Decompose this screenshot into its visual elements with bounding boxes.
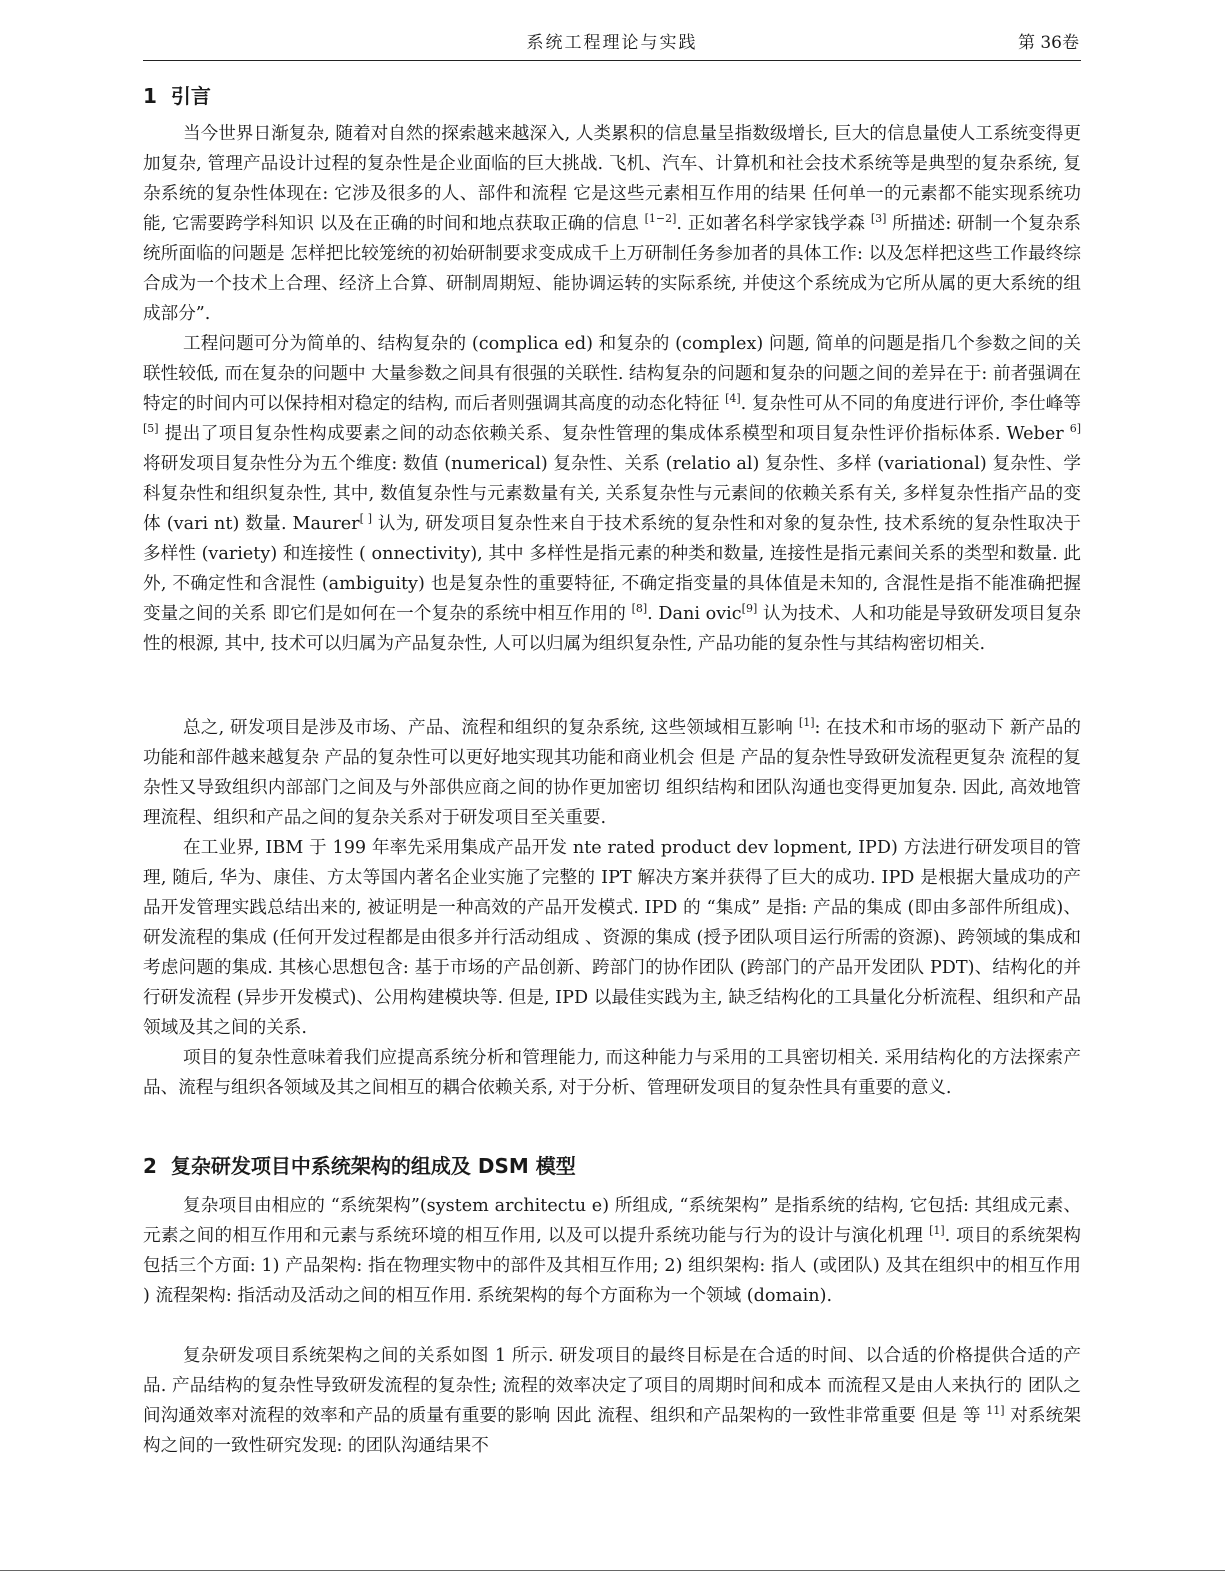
section-number: 2 bbox=[143, 1154, 157, 1178]
paragraph-text: 项目的复杂性意味着我们应提高系统分析和管理能力, 而这种能力与采用的工具密切相关. 采用结构化的方法探索产品、流程与组织各领域及其之间相互的耦合依赖关系, 对于分析、管理研发项目的复杂性具有重要的意义. bbox=[143, 1048, 1081, 1098]
section-heading-2 bbox=[143, 1150, 576, 1179]
paragraph-text: 将研发项目复杂性分为五个维度: 数值 (numerical) 复杂性、关系 (relatio al) 复杂性、多样 (variational) 复杂性、学科复杂性和组织复杂性, 其中, 数值复杂性与元素数量有关, 关系复杂性与元素间的依赖关系有关, 多样复杂性指产品的变体 (vari nt) 数量. Maurer bbox=[143, 454, 1081, 534]
paragraph bbox=[143, 1043, 1081, 1103]
section-number: 1 bbox=[143, 84, 157, 108]
section-title: 引言 bbox=[170, 84, 211, 108]
citation-ref: [5] bbox=[143, 422, 159, 435]
citation-ref: [ ] bbox=[359, 512, 372, 525]
paragraph-text: . 正如著名科学家钱学森 bbox=[676, 214, 871, 234]
paragraph bbox=[143, 713, 1081, 833]
paragraph-text: 认为技术、人和功能是导致研发项目复杂性的根源, 其中, 技术可以归属为产品复杂性, 人可以归属为组织复杂性, 产品功能的复杂性与其结构密切相关. bbox=[143, 604, 1081, 654]
paragraph-text: 工程问题可分为简单的、结构复杂的 (complica ed) 和复杂的 (complex) 问题, 简单的问题是指几个参数之间的关联性较低, 而在复杂的问题中 大量参数之间具有很强的关联性. 结构复杂的问题和复杂的问题之间的差异在于: 前者强调在特定的时间内可以保持相对稳定的结构, 而后者则强调其高度的动态化特征 bbox=[143, 334, 1081, 414]
paragraph bbox=[143, 1191, 1081, 1311]
section-title: 复杂研发项目中系统架构的组成及 DSM 模型 bbox=[170, 1154, 576, 1178]
paragraph-text: 当今世界日渐复杂, 随着对自然的探索越来越深入, 人类累积的信息量呈指数级增长, 巨大的信息量使人工系统变得更加复杂, 管理产品设计过程的复杂性是企业面临的巨大挑战. 飞机、汽车、计算机和社会技术系统等是典型的复杂系统, 复杂系统的复杂性体现在: 它涉及很多的人、部件和流程 它是这些元素相互作用的结果 任何单一的元素都不能实现系统功能, 它需要跨学科知识 以及在正确的时间和地点获取正确的信息 bbox=[143, 124, 1081, 234]
paragraph-text: 所描述: 研制一个复杂系统所面临的问题是 怎样把比较笼统的初始研制要求变成成千上万研制任务参加者的具体工作: 以及怎样把这些工作最终综合成为一个技术上合理、经济上合算、研制周期短、能协调运转的实际系统, 并使这个系统成为它所从属的更大系统的组成部分”. bbox=[143, 214, 1081, 324]
citation-ref: 11] bbox=[986, 1404, 1005, 1417]
paragraph-text: . Dani ovic bbox=[647, 604, 742, 624]
paragraph-text: : 在技术和市场的驱动下 新产品的功能和部件越来越复杂 产品的复杂性可以更好地实现其功能和商业机会 但是 产品的复杂性导致研发流程更复杂 流程的复杂性又导致组织内部部门之间及与外部供应商之间的协作更加密切 组织结构和团队沟通也变得更加复杂. 因此, 高效地管理流程、组织和产品之间的复杂关系对于研发项目至关重要. bbox=[143, 718, 1081, 828]
citation-ref: [1−2] bbox=[644, 212, 677, 225]
citation-ref: [3] bbox=[870, 212, 887, 225]
paragraph-text: . 项目的系统架构包括三个方面: 1) 产品架构: 指在物理实物中的部件及其相互作用; 2) 组织架构: 指人 (或团队) 及其在组织中的相互作用 ) 流程架构: 指活动及活动之间的相互作用. 系统架构的每个方面称为一个领域 (domain). bbox=[143, 1226, 1081, 1306]
page-bottom-rule bbox=[0, 1570, 1225, 1571]
paragraph-text: 在工业界, IBM 于 199 年率先采用集成产品开发 nte rated product dev lopment, IPD) 方法进行研发项目的管理, 随后, 华为、康佳、方太等国内著名企业实施了完整的 IPT 解决方案并获得了巨大的成功. IPD 是根据大量成功的产品开发管理实践总结出来的, 被证明是一种高效的产品开发模式. IPD 的 “集成” 是指: 产品的集成 (即由多部件所组成)、研发流程的集成 (任何开发过程都是由很多并行活动组成 、资源的集成 (授予团队项目运行所需的资源)、跨领域的集成和考虑问题的集成. 其核心思想包含: 基于市场的产品创新、跨部门的协作团队 (跨部门的产品开发团队 PDT)、结构化的并行研发流程 (异步开发模式)、公用构建模块等. 但是, IPD 以最佳实践为主, 缺乏结构化的工具量化分析流程、组织和产品领域及其之间的关系. bbox=[143, 838, 1081, 1038]
citation-ref: [4] bbox=[725, 392, 741, 405]
paragraph bbox=[143, 329, 1081, 659]
paragraph-text: 认为, 研发项目复杂性来自于技术系统的复杂性和对象的复杂性, 技术系统的复杂性取决于多样性 (variety) 和连接性 ( onnectivity), 其中 多样性是指元素的种类和数量, 连接性是指元素间关系的类型和数量. 此外, 不确定性和含混性 (ambiguity) 也是复杂性的重要特征, 不确定指变量的具体值是未知的, 含混性是指不能准确把握变量之间的关系 即它们是如何在一个复杂的系统中相互作用的 bbox=[143, 514, 1081, 624]
volume-number: 第 36卷 bbox=[1017, 33, 1079, 53]
paragraph bbox=[143, 119, 1081, 329]
paragraph bbox=[143, 833, 1081, 1043]
paragraph-text: . 复杂性可从不同的角度进行评价, 李仕峰等 bbox=[740, 394, 1082, 414]
citation-ref: [9] bbox=[741, 602, 758, 615]
citation-ref: 6] bbox=[1069, 422, 1081, 435]
paragraph-text: 复杂项目由相应的 “系统架构”(system architectu e) 所组成, “系统架构” 是指系统的结构, 它包括: 其组成元素、元素之间的相互作用和元素与系统环境的相互作用, 以及可以提升系统功能与行为的设计与演化机理 bbox=[143, 1196, 1081, 1246]
paragraph-text: 总之, 研发项目是涉及市场、产品、流程和组织的复杂系统, 这些领域相互影响 bbox=[183, 718, 799, 738]
citation-ref: [1] bbox=[929, 1224, 945, 1237]
paragraph-text: 对系统架构之间的一致性研究发现: 的团队沟通结果不 bbox=[143, 1406, 1082, 1456]
paragraph bbox=[143, 1341, 1081, 1461]
citation-ref: [8] bbox=[631, 602, 648, 615]
journal-title: 系统工程理论与实践 bbox=[526, 33, 698, 53]
running-header bbox=[143, 26, 1081, 61]
paragraph-text: 提出了项目复杂性构成要素之间的动态依赖关系、复杂性管理的集成体系模型和项目复杂性评价指标体系. Weber bbox=[158, 424, 1070, 444]
citation-ref: [1] bbox=[798, 716, 815, 729]
section-heading-1 bbox=[143, 80, 211, 109]
paragraph-text: 复杂研发项目系统架构之间的关系如图 1 所示. 研发项目的最终目标是在合适的时间、以合适的价格提供合适的产品. 产品结构的复杂性导致研发流程的复杂性; 流程的效率决定了项目的周期时间和成本 而流程又是由人来执行的 团队之间沟通效率对流程的效率和产品的质量有重要的影响 因此 流程、组织和产品架构的一致性非常重要 但是 等 bbox=[143, 1346, 1081, 1426]
